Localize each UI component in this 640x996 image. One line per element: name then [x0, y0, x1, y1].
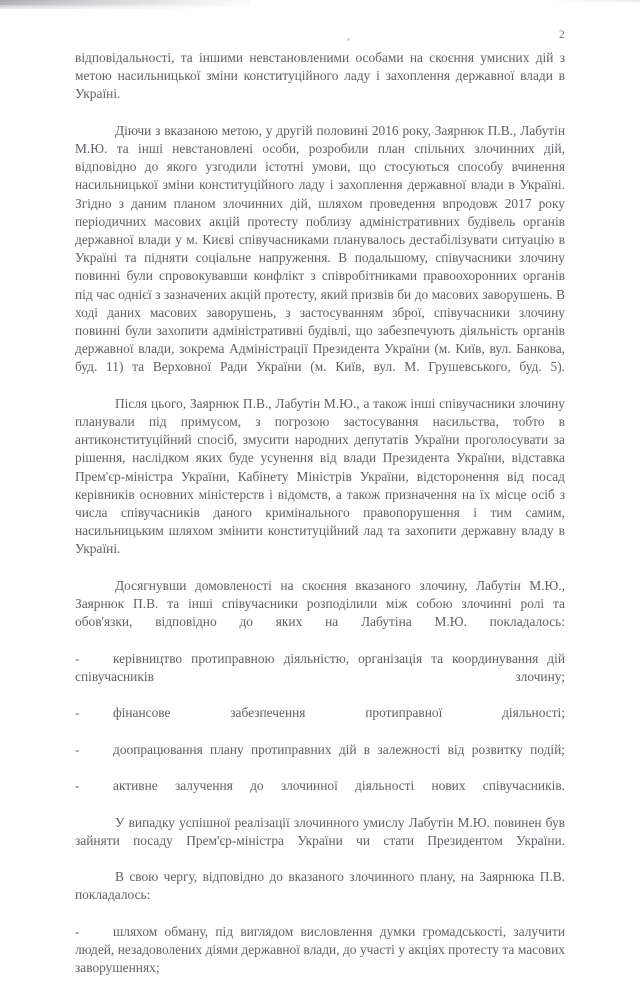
- list-item-dash-marker: -: [75, 705, 80, 721]
- list-item-dash-marker: -: [75, 923, 80, 939]
- paragraph: Після цього, Заярнюк П.В., Лабутін М.Ю., а також інші співучасники злочину планували під примусом, з погрозою застосування насильства, тобто в антиконституційний спосіб, змусити народних депутатів України проголосувати за рішення, наслідком яких буде усунення від влади Президента України, відставка Прем'єр-міністра України, Кабінету Міністрів України, відсторонення від посад керівників основних міністерств і відомств, а також призначення на їх місце осіб з числа співучасників даного кримінального правопорушення і тим самим, насильницьким шляхом змінити конституційний лад та захопити державну владу в Україні.: [75, 395, 565, 557]
- scan-edge-artifact: [0, 0, 250, 7]
- list-item: [75, 704, 565, 740]
- list-item-dash-marker: -: [75, 778, 80, 794]
- scan-speck-icon: [347, 38, 350, 41]
- page-header: [75, 28, 565, 46]
- list-item-text: активне залучення до злочинної діяльності нових співучасників.: [113, 778, 565, 794]
- list-item-text: шляхом обману, під виглядом висловлення думки громадськості, залучити людей, незадоволених діями державної влади, до участі у акціях протесту та масових заворушеннях;: [75, 923, 565, 976]
- list-item-text: доопрацювання плану протиправних дій в залежності від розвитку подій;: [113, 741, 565, 757]
- scan-edge-artifact-secondary: [0, 5, 215, 9]
- list-item: [75, 923, 565, 996]
- paragraph: Досягнувши домовленості на скоєння вказаного злочину, Лабутін М.Ю., Заярнюк П.В. та інші співучасники розподілили між собою злочинні ролі та обов'язки, відповідно до яких на Лабутіна М.Ю. покладалось:: [75, 577, 565, 630]
- document-body: [75, 49, 565, 996]
- paragraph: Діючи з вказаною метою, у другій половині 2016 року, Заярнюк П.В., Лабутін М.Ю. та інші невстановлені особи, розробили план спільних злочинних дій, відповідно до якого узгодили істотні умови, що стосуються способу вчинення насильницької зміни конституційного ладу і захоплення державної влади в Україні. Згідно з даним планом злочинних дій, шляхом проведення впродовж 2017 року періодичних масових акцій протесту поблизу адміністративних будівель органів державної влади у м. Києві співучасниками планувалось дестабілізувати ситуацію в Україні та підняти соціальне напруження. В подальшому, співучасники злочину повинні були спровокувавши конфлікт з співробітниками правоохоронних органів під час однієї з зазначених акцій протесту, який призвів би до масових заворушень. В ході даних масових заворушень, з застосуванням зброї, співучасники злочину повинні були захопити адміністративні будівлі, що забезпечують діяльність органів державної влади, зокрема Адміністрації Президента України (м. Київ, вул. Банкова, буд. 11) та Верховної Ради України (м. Київ, вул. М. Грушевського, буд. 5).: [75, 122, 565, 375]
- list-item: [75, 777, 565, 813]
- list-item: [75, 741, 565, 777]
- list-item: [75, 650, 565, 705]
- paragraph: В свою чергу, відповідно до вказаного злочинного плану, на Заярнюка П.В. покладалось:: [75, 869, 565, 903]
- list-item-dash-marker: -: [75, 741, 80, 757]
- scan-edge-artifact-right: [550, 0, 640, 2]
- list-item-text: фінансове забезпечення протиправної діяльності;: [113, 705, 565, 721]
- list-item-dash-marker: -: [75, 650, 80, 666]
- list-item-text: керівництво протиправною діяльністю, організація та координування дій співучасників злочину;: [75, 650, 565, 684]
- paragraph: відповідальності, та іншими невстановленими особами на скоєння умисних дій з метою насильницької зміни конституційного ладу і захоплення державної влади в Україні.: [75, 50, 565, 102]
- paragraph: У випадку успішної реалізації злочинного умислу Лабутін М.Ю. повинен був зайняти посаду Прем'єр-міністра України чи стати Президентом України.: [75, 814, 565, 848]
- page-number: 2: [559, 29, 565, 41]
